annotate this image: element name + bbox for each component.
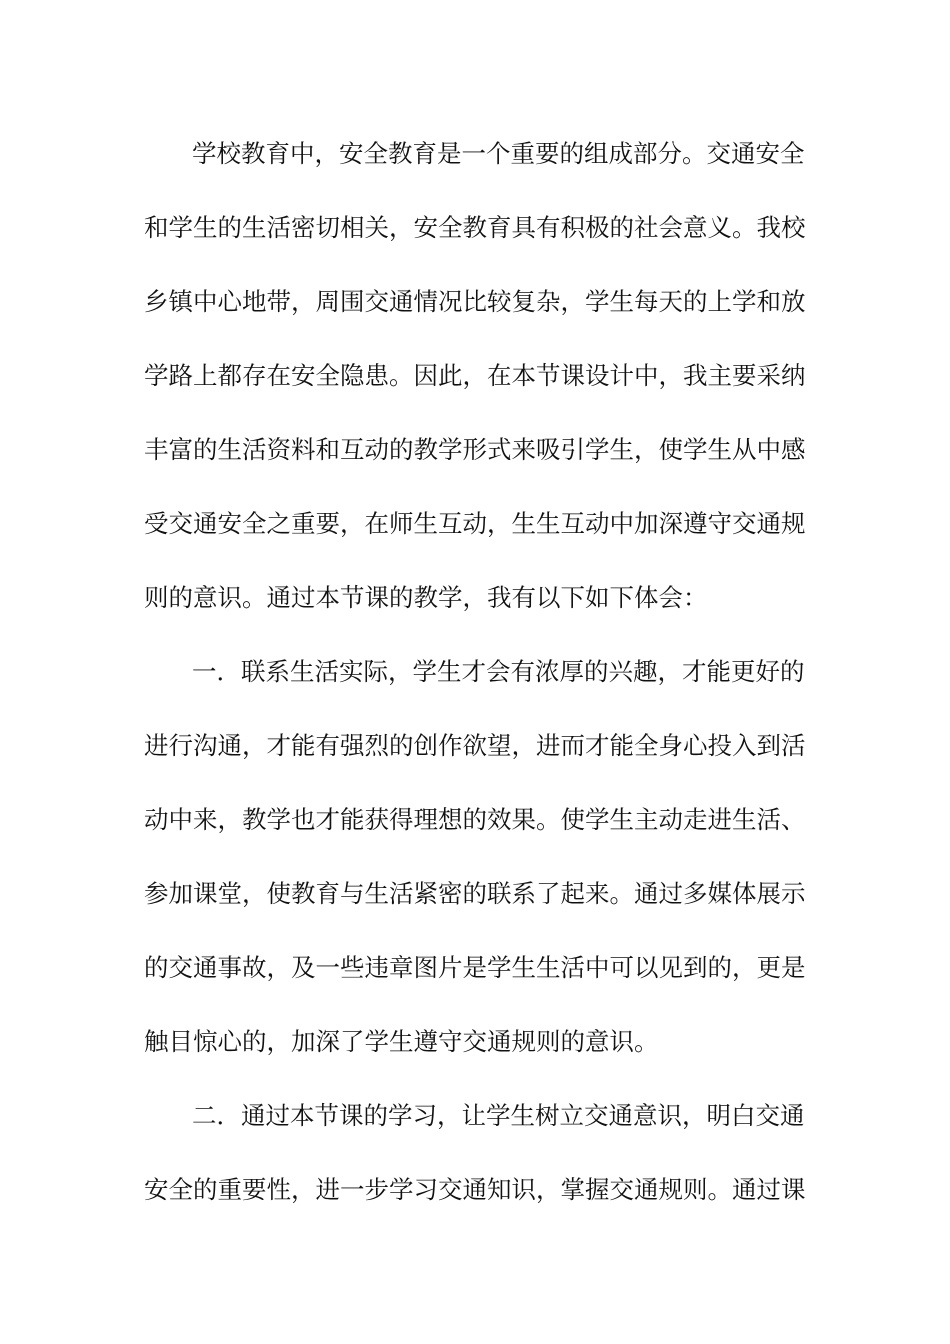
- body-text: [144, 117, 809, 1227]
- paragraph-1-line-7: 则的意识。通过本节课的教学，我有以下如下体会：: [144, 583, 708, 612]
- paragraph-2-line-2: 进行沟通，才能有强烈的创作欲望，进而才能全身心投入到活: [144, 731, 806, 760]
- paragraph-2-line-3: 动中来，教学也才能获得理想的效果。使学生主动走进生活、: [144, 805, 806, 834]
- paragraph-2-line-1: 一．联系生活实际，学生才会有浓厚的兴趣，才能更好的: [192, 657, 805, 686]
- paragraph-3-line-2: 安全的重要性，进一步学习交通知识，掌握交通规则。通过课: [144, 1175, 806, 1204]
- paragraph-1-line-5: 丰富的生活资料和互动的教学形式来吸引学生，使学生从中感: [144, 435, 806, 464]
- paragraph-1-line-3: 乡镇中心地带，周围交通情况比较复杂，学生每天的上学和放: [144, 287, 806, 316]
- paragraph-1-line-2: 和学生的生活密切相关，安全教育具有积极的社会意义。我校: [144, 213, 806, 242]
- paragraph-1-line-1: 学校教育中，安全教育是一个重要的组成部分。交通安全: [192, 139, 805, 168]
- paragraph-2-line-5: 的交通事故，及一些违章图片是学生生活中可以见到的，更是: [144, 953, 806, 982]
- paragraph-1-line-4: 学路上都存在安全隐患。因此，在本节课设计中，我主要采纳: [144, 361, 806, 390]
- paragraph-2-line-4: 参加课堂，使教育与生活紧密的联系了起来。通过多媒体展示: [144, 879, 806, 908]
- paragraph-3-line-1: 二．通过本节课的学习，让学生树立交通意识，明白交通: [192, 1101, 805, 1130]
- paragraph-1-line-6: 受交通安全之重要，在师生互动，生生互动中加深遵守交通规: [144, 509, 806, 538]
- paragraph-2-line-6: 触目惊心的，加深了学生遵守交通规则的意识。: [144, 1027, 659, 1056]
